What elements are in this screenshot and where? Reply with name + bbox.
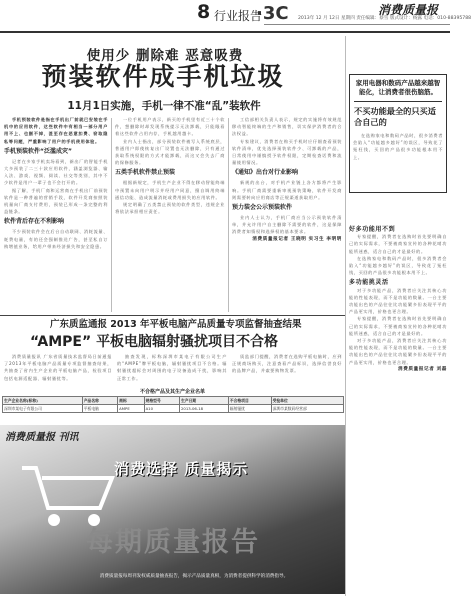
header-rule [264,24,450,25]
column-divider [228,118,229,312]
lead-byline: 消费质量报记者 王晓明 实习生 李明明 [252,236,342,242]
sidebar-paragraph-2: 对于多功能产品，消费者应关注其核心功能的性能表现，而不是功能的数量。一台主要功能出色的产品往往比功能繁多但表现平平的产品更实用，价格也更合理。 [349,287,447,315]
sidebar-headline: 不买功能最全的只买适合自己的 [354,106,436,127]
lead-column-1 [4,116,108,312]
ampe-column-1 [4,353,112,386]
section-code: ·3C [256,3,289,24]
lead-col1-paragraph-2: 据了解，手机厂商和运营商在手机出厂前预装软件是一种普遍的营销手段，软件开发商按照装机量向厂商支付费用，预装已形成一条完整的利益链条。 [4,187,108,215]
lead-col3-heading-2: 预力装会公示预装软件 [232,204,293,212]
table-header-cell: 商标 [118,397,144,405]
lead-kicker: 使用少 删除难 恶意吸费 [86,48,244,64]
nonconforming-products-table [2,396,344,413]
lead-headline: 预装软件成手机垃圾 [41,62,285,91]
table-title: 不合格产品及其生产企业名单 [139,389,205,395]
ampe-column-3 [232,353,342,386]
ampe-kicker: 广东质监通报 2013 年平板电脑产品质量专项监督抽查结果 [50,319,302,330]
lead-col3-paragraph-2: 专家建议，消费者在购买手机时应仔细查看预装软件清单，优先选择预装软件少、可卸载的产品，日常使用中谨慎授予软件权限，定期检查话费和流量使用情况。 [232,138,342,166]
sidebar-byline: 消费质量报记者 刘磊 [398,366,447,372]
lead-subhead: 11月1日实施，手机一律不准“乱”装软件 [67,100,261,112]
sidebar-paragraph-2c: 对于多功能产品，消费者应关注其核心功能的性能表现，而不是功能的数量。一台主要功能出色的产品往往比功能繁多但表现平平的产品更实用，价格也更合理。 [349,338,447,365]
lead-col2-paragraph-4: 规定明确了五类禁止预装的软件类型，违规企业将依法承担相应责任。 [115,202,225,215]
section-name: 行业报告 [214,9,263,23]
banner-slogan: 消费选择 质量揭示 [114,460,249,478]
table-cell: 2013-06-18 [179,405,228,413]
lead-col1-heading-2: 软件背后存在不利影响 [4,218,65,226]
table-header-row [3,397,344,405]
table-header-cell: 受检单位 [271,397,343,405]
ampe-column-2 [117,353,227,386]
newspaper-logo: 消费质量报 [378,3,439,17]
lead-col3-paragraph-4: 业内人士认为，手机厂商应当公示预装软件清单，并允许用户自主删除不需要的软件，这是保障消费者知情权和选择权的基本要求。 [232,215,342,235]
lead-column-3 [232,116,342,312]
lead-col3-paragraph-1: 工信部相关负责人表示，规定的实施将有效规范移动智能终端的生产和销售，切实保护消费者的合法权益。 [232,117,342,137]
sidebar-top-note: 家用电器和数码产品越来越智能化，让消费者很伤脑筋。 [355,79,441,96]
lead-col2-paragraph-1: 一位手机用户表示，新买的手机里有近三十个软件，想删除时却发现系统提示无法卸载，只能眼看着这些软件占用内存，手机越用越卡。 [115,117,225,137]
sidebar-heading-2: 多功能挑灵活 [349,279,389,287]
table-cell: 平板电脑 [82,405,117,413]
table-row [3,405,344,413]
table-cell: 辐射骚扰 [228,405,271,413]
table-cell: A10 [144,405,179,413]
table-cell: AMPE [118,405,144,413]
ampe-paragraph-1: 消费质量报讯 广东省质量技术监督局日前通报了2013年平板电脑产品质量专项监督抽查结果，共抽查了省内生产企业的平板电脑产品，检验项目包括电源适配器、辐射骚扰等。 [4,354,112,381]
table-cell: 深圳市某数码经营部 [271,405,343,413]
banner-big-title: 每期质量报告 [86,527,260,558]
page-number: 8 [197,1,211,23]
ampe-paragraph-2: 抽查发现，标称深圳市某电子有限公司生产的“AMPE”牌平板电脑，辐射骚扰项目不合格。辐射骚扰超标会对周围的电子设备造成干扰，影响其正常工作。 [117,354,227,381]
lead-col2-paragraph-3: 根据新规定，手机生产企业不得在移动智能终端中预置未向用户明示并经用户同意，擅自调用终端通信功能、造成流量消耗或费用损失的应用软件。 [115,180,225,200]
lead-column-2 [115,116,225,312]
lead-col3-heading-1: 《通知》出台对行业影响 [232,169,299,177]
sidebar-box [349,74,447,193]
issue-line: 2013年 12 月 12日 星期四 责任编辑：蔡雪 版式设计：杨露 电话：010-88395788 [298,16,471,21]
lead-col1-paragraph-3: 不少预装软件会在后台自动联网、消耗流量、耗费电量，有的还会强制推送广告，甚至私自订购增值业务，给用户带来经济损失和安全隐患。 [4,229,108,249]
lead-col3-paragraph-3: 新规的出台，对手机产业链上各方都将产生影响。手机厂商需要重新审视预装策略，软件开发商则需要转向应用商店等正规渠道获取用户。 [232,180,342,200]
lead-col2-heading-1: 五类手机软件禁止预装 [115,169,176,177]
lead-col2-paragraph-2: 业内人士指出，部分预装软件被写入系统底层，普通用户即使恢复出厂设置也无法删除，只有通过获取系统权限的方式才能卸载，而这又会失去厂商的保修服务。 [115,138,225,166]
ampe-headline: “AMPE” 平板电脑辐射骚扰项目不合格 [30,334,279,350]
lead-intro: 手机预装软件是指在手机出厂前就已安装在手机中的应用软件，这些软件中有相当一部分用户用不上、也删不掉，甚至存在恶意扣费、窃取隐私等问题，严重影响了用户的手机使用体验。 [4,117,108,144]
sidebar-column [349,226,447,594]
lead-col1-heading-1: 手机预装软件“泛滥成灾” [4,147,72,155]
table-header-cell: 规格型号 [144,397,179,405]
table-header-cell: 不合格项目 [228,397,271,405]
column-divider [111,118,112,312]
sidebar-paragraph-1: 专家提醒，消费者在选购时首先要明确自己的实际需求，不要被商家宣传的各种花哨功能所迷惑，适合自己的才是最好的。 [349,234,447,254]
ampe-paragraph-3: 质监部门提醒，消费者在选购平板电脑时，应到正规商场购买，注意查看产品标识，选择信誉良好的品牌产品，并索要购物发票。 [232,354,342,374]
sidebar-note-paragraph: 在选购家电和数码产品时，很多消费者会陷入“功能越多越好”的误区，导致花了冤枉钱，买回的产品很多功能根本用不上。 [353,133,443,160]
sidebar-separator [354,101,442,102]
table-header-cell: 生产日期 [179,397,228,405]
table-header-cell: 产品名称 [82,397,117,405]
sidebar-note [350,130,446,192]
sidebar-paragraph-1b: 在选购家电和数码产品时，很多消费者会陷入“功能越多越好”的误区，导致花了冤枉钱，买回的产品很多功能根本用不上。 [349,255,447,276]
banner-fine-print: 消费质量报每周刊发权威质量抽查报告，揭示产品质量真相，为消费者提供科学的消费指导。 [99,574,289,579]
lead-col1-paragraph-1: 记者在多家手机卖场看到，新出厂的智能手机大多预装了二三十款应用软件，涵盖浏览器、输入法、游戏、视频、阅读、社交等类别，其中不少软件是用户一辈子也不会打开的。 [4,158,108,186]
table-header-cell: 生产企业名称(标称) [3,397,83,405]
banner-tag: 消费质量报 刊讯 [5,432,79,443]
sidebar-divider [345,36,346,596]
sidebar-paragraph-2b: 专家提醒，消费者在选购时首先要明确自己的实际需求，不要被商家宣传的各种花哨功能所迷惑，适合自己的才是最好的。 [349,316,447,336]
sidebar-heading-1: 好多功能用不到 [349,226,396,233]
table-cell: 深圳市某电子有限公司 [3,405,83,413]
